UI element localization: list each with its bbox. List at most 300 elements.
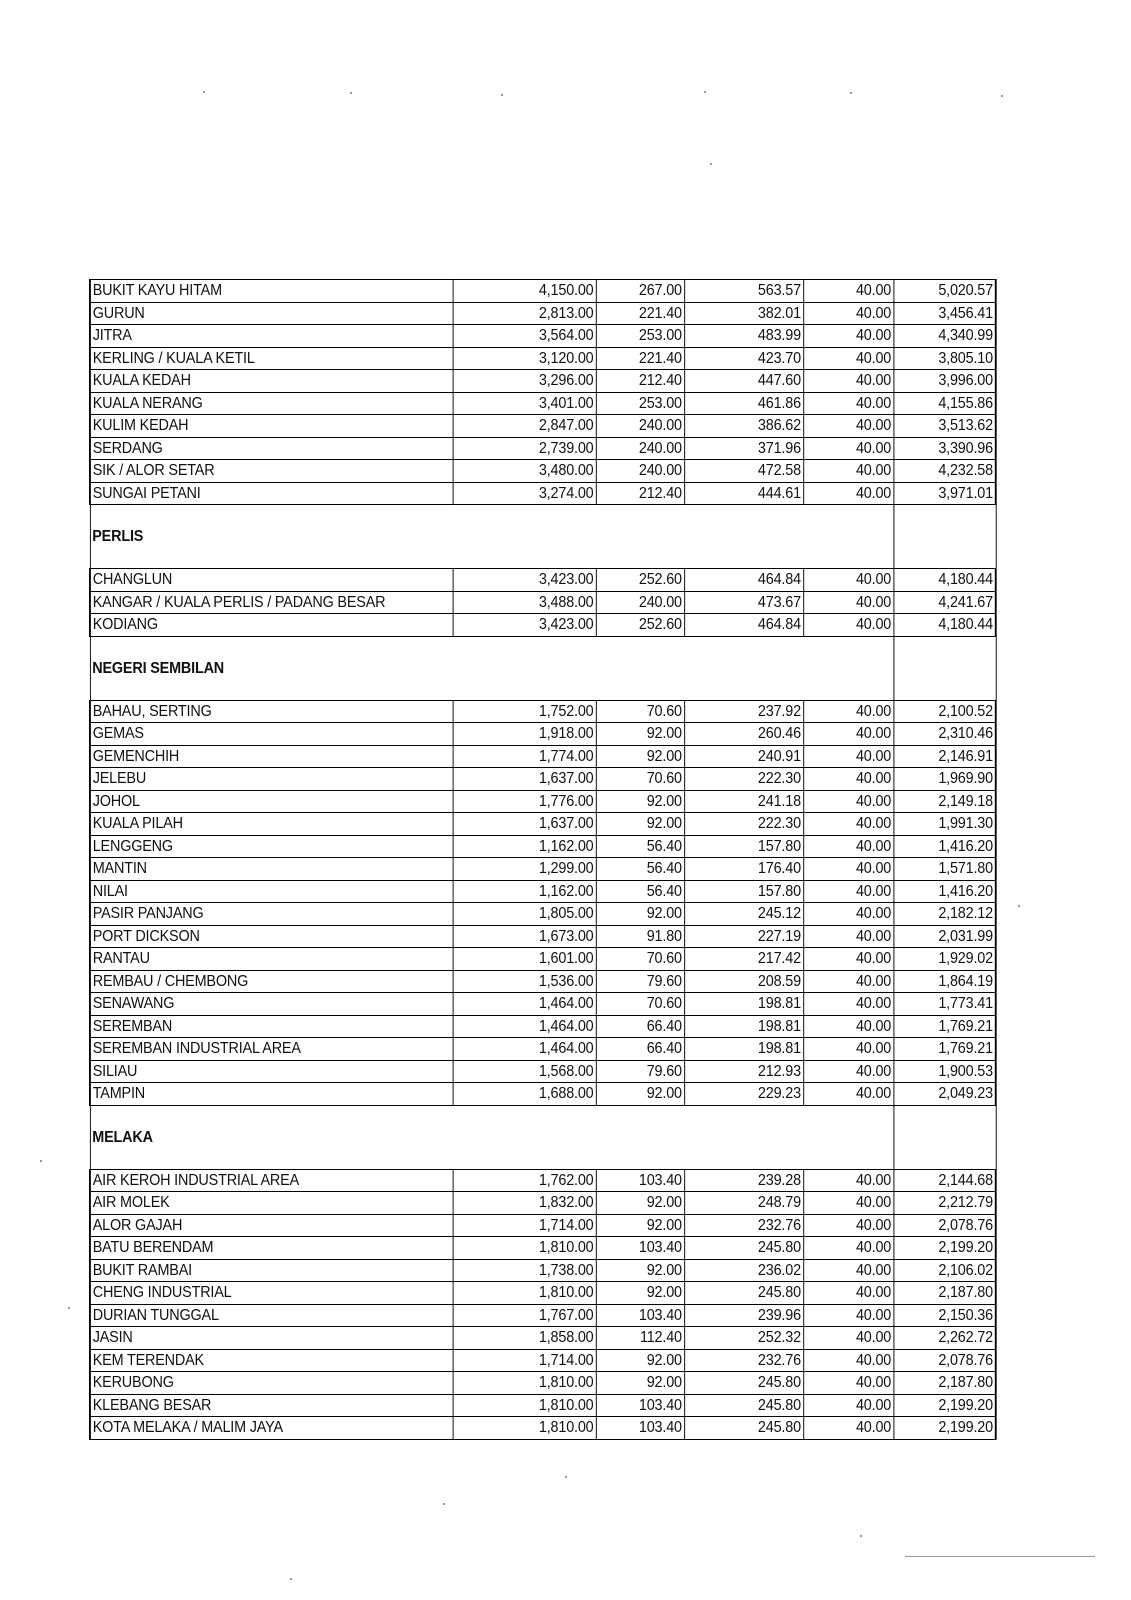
value-cell-2: 103.40 <box>596 1417 684 1440</box>
scan-speck <box>350 92 352 94</box>
value-cell-2: 240.00 <box>596 460 684 483</box>
value-cell-4: 40.00 <box>803 392 893 415</box>
table-row <box>90 302 996 325</box>
location-cell: MANTIN <box>90 858 453 881</box>
table-row <box>90 1282 996 1305</box>
value-cell-3: 232.76 <box>684 1214 803 1237</box>
value-cell-2: 212.40 <box>596 482 684 505</box>
total-cell: 2,100.52 <box>893 700 995 723</box>
value-cell-4: 40.00 <box>803 903 893 926</box>
total-cell: 2,199.20 <box>893 1417 995 1440</box>
value-cell-1: 1,810.00 <box>453 1372 596 1395</box>
location-cell: SIK / ALOR SETAR <box>90 460 453 483</box>
value-cell-4: 40.00 <box>803 302 893 325</box>
total-cell: 1,769.21 <box>893 1015 995 1038</box>
value-cell-2: 212.40 <box>596 370 684 393</box>
value-cell-4: 40.00 <box>803 614 893 637</box>
value-cell-2: 92.00 <box>596 1372 684 1395</box>
value-cell-2: 70.60 <box>596 948 684 971</box>
value-cell-3: 563.57 <box>684 280 803 303</box>
location-cell: DURIAN TUNGGAL <box>90 1304 453 1327</box>
total-cell: 1,969.90 <box>893 768 995 791</box>
total-cell: 2,049.23 <box>893 1083 995 1106</box>
table-row <box>90 370 996 393</box>
total-cell: 5,020.57 <box>893 280 995 303</box>
value-cell-2: 267.00 <box>596 280 684 303</box>
total-cell: 4,180.44 <box>893 569 995 592</box>
value-cell-4: 40.00 <box>803 813 893 836</box>
value-cell-4: 40.00 <box>803 1192 893 1215</box>
value-cell-1: 1,810.00 <box>453 1282 596 1305</box>
table-row <box>90 903 996 926</box>
scan-speck <box>40 1160 42 1162</box>
value-cell-4: 40.00 <box>803 1259 893 1282</box>
value-cell-4: 40.00 <box>803 347 893 370</box>
location-cell: KUALA NERANG <box>90 392 453 415</box>
table-row <box>90 768 996 791</box>
scan-speck <box>290 1578 292 1580</box>
value-cell-3: 248.79 <box>684 1192 803 1215</box>
value-cell-4: 40.00 <box>803 1304 893 1327</box>
value-cell-1: 1,776.00 <box>453 790 596 813</box>
value-cell-3: 232.76 <box>684 1349 803 1372</box>
value-cell-1: 1,805.00 <box>453 903 596 926</box>
value-cell-3: 157.80 <box>684 880 803 903</box>
value-cell-1: 3,274.00 <box>453 482 596 505</box>
location-cell: GURUN <box>90 302 453 325</box>
table-row <box>90 925 996 948</box>
location-cell: JITRA <box>90 325 453 348</box>
value-cell-3: 229.23 <box>684 1083 803 1106</box>
value-cell-2: 79.60 <box>596 1060 684 1083</box>
value-cell-1: 1,637.00 <box>453 768 596 791</box>
value-cell-3: 217.42 <box>684 948 803 971</box>
total-cell: 1,991.30 <box>893 813 995 836</box>
value-cell-1: 1,738.00 <box>453 1259 596 1282</box>
total-cell: 1,864.19 <box>893 970 995 993</box>
total-cell: 2,199.20 <box>893 1394 995 1417</box>
value-cell-1: 1,464.00 <box>453 993 596 1016</box>
total-cell: 1,929.02 <box>893 948 995 971</box>
value-cell-1: 1,568.00 <box>453 1060 596 1083</box>
scan-speck <box>1001 95 1003 97</box>
scan-speck <box>443 1503 445 1505</box>
value-cell-4: 40.00 <box>803 993 893 1016</box>
value-cell-1: 1,464.00 <box>453 1038 596 1061</box>
table-row <box>90 948 996 971</box>
value-cell-2: 92.00 <box>596 1282 684 1305</box>
value-cell-1: 3,401.00 <box>453 392 596 415</box>
value-cell-1: 2,813.00 <box>453 302 596 325</box>
value-cell-3: 245.80 <box>684 1394 803 1417</box>
table-row <box>90 745 996 768</box>
value-cell-3: 245.80 <box>684 1417 803 1440</box>
location-cell: BUKIT RAMBAI <box>90 1259 453 1282</box>
total-cell: 2,212.79 <box>893 1192 995 1215</box>
table-row <box>90 880 996 903</box>
total-cell: 2,106.02 <box>893 1259 995 1282</box>
value-cell-1: 1,637.00 <box>453 813 596 836</box>
value-cell-2: 103.40 <box>596 1169 684 1192</box>
total-cell: 2,078.76 <box>893 1349 995 1372</box>
value-cell-3: 386.62 <box>684 415 803 438</box>
total-cell: 2,187.80 <box>893 1372 995 1395</box>
table-row <box>90 1349 996 1372</box>
value-cell-3: 472.58 <box>684 460 803 483</box>
value-cell-2: 70.60 <box>596 700 684 723</box>
value-cell-1: 1,688.00 <box>453 1083 596 1106</box>
value-cell-1: 1,767.00 <box>453 1304 596 1327</box>
table-row <box>90 1237 996 1260</box>
value-cell-4: 40.00 <box>803 790 893 813</box>
value-cell-4: 40.00 <box>803 970 893 993</box>
total-cell: 4,155.86 <box>893 392 995 415</box>
value-cell-4: 40.00 <box>803 1083 893 1106</box>
table-row <box>90 970 996 993</box>
total-cell: 2,150.36 <box>893 1304 995 1327</box>
value-cell-2: 92.00 <box>596 745 684 768</box>
table-row <box>90 325 996 348</box>
total-cell: 4,340.99 <box>893 325 995 348</box>
total-cell: 1,416.20 <box>893 880 995 903</box>
value-cell-2: 221.40 <box>596 302 684 325</box>
value-cell-3: 464.84 <box>684 614 803 637</box>
total-cell: 2,144.68 <box>893 1169 995 1192</box>
value-cell-4: 40.00 <box>803 948 893 971</box>
table-row <box>90 858 996 881</box>
value-cell-1: 1,162.00 <box>453 835 596 858</box>
value-cell-4: 40.00 <box>803 569 893 592</box>
value-cell-1: 4,150.00 <box>453 280 596 303</box>
value-cell-3: 464.84 <box>684 569 803 592</box>
value-cell-2: 252.60 <box>596 614 684 637</box>
value-cell-4: 40.00 <box>803 280 893 303</box>
table-row <box>90 723 996 746</box>
location-cell: KERLING / KUALA KETIL <box>90 347 453 370</box>
value-cell-2: 103.40 <box>596 1304 684 1327</box>
value-cell-4: 40.00 <box>803 723 893 746</box>
value-cell-4: 40.00 <box>803 1327 893 1350</box>
total-cell: 1,900.53 <box>893 1060 995 1083</box>
total-cell: 2,146.91 <box>893 745 995 768</box>
value-cell-3: 245.80 <box>684 1237 803 1260</box>
total-cell: 2,199.20 <box>893 1237 995 1260</box>
section-title: PERLIS <box>90 505 894 569</box>
location-cell: KANGAR / KUALA PERLIS / PADANG BESAR <box>90 591 453 614</box>
value-cell-4: 40.00 <box>803 858 893 881</box>
table-row <box>90 1214 996 1237</box>
value-cell-1: 3,564.00 <box>453 325 596 348</box>
value-cell-1: 1,464.00 <box>453 1015 596 1038</box>
value-cell-3: 382.01 <box>684 302 803 325</box>
value-cell-3: 239.28 <box>684 1169 803 1192</box>
value-cell-2: 92.00 <box>596 1259 684 1282</box>
scan-speck <box>501 94 503 96</box>
value-cell-1: 3,423.00 <box>453 569 596 592</box>
location-cell: BATU BERENDAM <box>90 1237 453 1260</box>
value-cell-1: 2,847.00 <box>453 415 596 438</box>
value-cell-4: 40.00 <box>803 700 893 723</box>
value-cell-4: 40.00 <box>803 1394 893 1417</box>
value-cell-4: 40.00 <box>803 460 893 483</box>
value-cell-3: 198.81 <box>684 993 803 1016</box>
value-cell-4: 40.00 <box>803 835 893 858</box>
value-cell-2: 92.00 <box>596 813 684 836</box>
location-cell: KEM TERENDAK <box>90 1349 453 1372</box>
scan-speck <box>850 92 852 94</box>
location-cell: TAMPIN <box>90 1083 453 1106</box>
location-cell: NILAI <box>90 880 453 903</box>
location-cell: KLEBANG BESAR <box>90 1394 453 1417</box>
location-cell: SEREMBAN <box>90 1015 453 1038</box>
table-row <box>90 1304 996 1327</box>
value-cell-4: 40.00 <box>803 1214 893 1237</box>
location-cell: KERUBONG <box>90 1372 453 1395</box>
value-cell-3: 208.59 <box>684 970 803 993</box>
table-row <box>90 1083 996 1106</box>
value-cell-3: 227.19 <box>684 925 803 948</box>
table-row <box>90 1169 996 1192</box>
value-cell-4: 40.00 <box>803 1349 893 1372</box>
value-cell-3: 157.80 <box>684 835 803 858</box>
location-cell: GEMAS <box>90 723 453 746</box>
total-cell: 3,971.01 <box>893 482 995 505</box>
value-cell-4: 40.00 <box>803 437 893 460</box>
location-cell: SUNGAI PETANI <box>90 482 453 505</box>
value-cell-2: 103.40 <box>596 1394 684 1417</box>
value-cell-3: 236.02 <box>684 1259 803 1282</box>
total-cell: 3,996.00 <box>893 370 995 393</box>
table-row <box>90 1192 996 1215</box>
value-cell-2: 92.00 <box>596 1083 684 1106</box>
value-cell-3: 447.60 <box>684 370 803 393</box>
value-cell-1: 1,536.00 <box>453 970 596 993</box>
total-cell: 2,078.76 <box>893 1214 995 1237</box>
value-cell-2: 70.60 <box>596 768 684 791</box>
scan-speck <box>860 1535 862 1537</box>
value-cell-2: 112.40 <box>596 1327 684 1350</box>
section-header-row <box>90 636 996 700</box>
value-cell-4: 40.00 <box>803 768 893 791</box>
value-cell-3: 245.80 <box>684 1372 803 1395</box>
value-cell-2: 70.60 <box>596 993 684 1016</box>
section-header-row <box>90 1105 996 1169</box>
table-row <box>90 1417 996 1440</box>
value-cell-4: 40.00 <box>803 1038 893 1061</box>
table-row <box>90 1327 996 1350</box>
value-cell-2: 56.40 <box>596 858 684 881</box>
value-cell-1: 1,918.00 <box>453 723 596 746</box>
value-cell-2: 92.00 <box>596 1192 684 1215</box>
value-cell-3: 237.92 <box>684 700 803 723</box>
value-cell-1: 1,162.00 <box>453 880 596 903</box>
value-cell-3: 483.99 <box>684 325 803 348</box>
value-cell-4: 40.00 <box>803 1169 893 1192</box>
value-cell-4: 40.00 <box>803 1282 893 1305</box>
value-cell-3: 198.81 <box>684 1038 803 1061</box>
value-cell-3: 371.96 <box>684 437 803 460</box>
value-cell-3: 444.61 <box>684 482 803 505</box>
total-cell: 2,182.12 <box>893 903 995 926</box>
location-cell: KUALA KEDAH <box>90 370 453 393</box>
value-cell-1: 3,120.00 <box>453 347 596 370</box>
scan-speck <box>704 91 706 93</box>
location-cell: BAHAU, SERTING <box>90 700 453 723</box>
location-cell: JASIN <box>90 1327 453 1350</box>
location-cell: JOHOL <box>90 790 453 813</box>
table-row <box>90 392 996 415</box>
value-cell-1: 1,762.00 <box>453 1169 596 1192</box>
value-cell-4: 40.00 <box>803 1417 893 1440</box>
total-cell: 2,310.46 <box>893 723 995 746</box>
value-cell-1: 1,714.00 <box>453 1214 596 1237</box>
value-cell-4: 40.00 <box>803 370 893 393</box>
value-cell-3: 240.91 <box>684 745 803 768</box>
total-cell: 3,805.10 <box>893 347 995 370</box>
value-cell-3: 473.67 <box>684 591 803 614</box>
value-cell-4: 40.00 <box>803 591 893 614</box>
value-cell-1: 1,832.00 <box>453 1192 596 1215</box>
value-cell-4: 40.00 <box>803 1060 893 1083</box>
value-cell-1: 3,480.00 <box>453 460 596 483</box>
value-cell-3: 252.32 <box>684 1327 803 1350</box>
table-row <box>90 569 996 592</box>
total-cell: 1,571.80 <box>893 858 995 881</box>
total-cell: 2,031.99 <box>893 925 995 948</box>
value-cell-3: 241.18 <box>684 790 803 813</box>
location-cell: BUKIT KAYU HITAM <box>90 280 453 303</box>
value-cell-3: 423.70 <box>684 347 803 370</box>
value-cell-2: 253.00 <box>596 392 684 415</box>
value-cell-1: 3,488.00 <box>453 591 596 614</box>
table-row <box>90 482 996 505</box>
section-blank-cell <box>893 1105 995 1169</box>
value-cell-3: 222.30 <box>684 813 803 836</box>
value-cell-1: 3,296.00 <box>453 370 596 393</box>
value-cell-2: 92.00 <box>596 1349 684 1372</box>
location-cell: REMBAU / CHEMBONG <box>90 970 453 993</box>
value-cell-3: 176.40 <box>684 858 803 881</box>
rate-table-body <box>90 280 996 1440</box>
table-row <box>90 460 996 483</box>
table-row <box>90 437 996 460</box>
table-row <box>90 1372 996 1395</box>
value-cell-1: 1,810.00 <box>453 1394 596 1417</box>
value-cell-3: 212.93 <box>684 1060 803 1083</box>
value-cell-2: 56.40 <box>596 835 684 858</box>
location-cell: KULIM KEDAH <box>90 415 453 438</box>
table-row <box>90 415 996 438</box>
scan-speck <box>1018 905 1020 907</box>
table-row <box>90 993 996 1016</box>
value-cell-2: 221.40 <box>596 347 684 370</box>
section-title: NEGERI SEMBILAN <box>90 636 894 700</box>
location-cell: SEREMBAN INDUSTRIAL AREA <box>90 1038 453 1061</box>
total-cell: 3,513.62 <box>893 415 995 438</box>
scan-speck <box>68 1307 70 1309</box>
location-cell: CHENG INDUSTRIAL <box>90 1282 453 1305</box>
table-row <box>90 700 996 723</box>
value-cell-1: 2,739.00 <box>453 437 596 460</box>
value-cell-4: 40.00 <box>803 482 893 505</box>
table-row <box>90 280 996 303</box>
value-cell-1: 1,673.00 <box>453 925 596 948</box>
value-cell-2: 253.00 <box>596 325 684 348</box>
table-row <box>90 591 996 614</box>
scan-speck <box>203 91 205 93</box>
value-cell-4: 40.00 <box>803 1372 893 1395</box>
value-cell-2: 240.00 <box>596 437 684 460</box>
total-cell: 1,769.21 <box>893 1038 995 1061</box>
location-cell: ALOR GAJAH <box>90 1214 453 1237</box>
value-cell-1: 3,423.00 <box>453 614 596 637</box>
value-cell-2: 66.40 <box>596 1038 684 1061</box>
location-cell: SERDANG <box>90 437 453 460</box>
value-cell-2: 103.40 <box>596 1237 684 1260</box>
table-row <box>90 1015 996 1038</box>
section-title: MELAKA <box>90 1105 894 1169</box>
section-blank-cell <box>893 505 995 569</box>
location-cell: AIR KEROH INDUSTRIAL AREA <box>90 1169 453 1192</box>
value-cell-4: 40.00 <box>803 880 893 903</box>
value-cell-1: 1,858.00 <box>453 1327 596 1350</box>
table-row <box>90 614 996 637</box>
value-cell-3: 198.81 <box>684 1015 803 1038</box>
total-cell: 1,773.41 <box>893 993 995 1016</box>
table-row <box>90 790 996 813</box>
scan-line <box>905 1556 1095 1557</box>
location-cell: PORT DICKSON <box>90 925 453 948</box>
value-cell-2: 92.00 <box>596 1214 684 1237</box>
value-cell-4: 40.00 <box>803 1237 893 1260</box>
value-cell-3: 239.96 <box>684 1304 803 1327</box>
location-cell: LENGGENG <box>90 835 453 858</box>
value-cell-1: 1,752.00 <box>453 700 596 723</box>
location-cell: RANTAU <box>90 948 453 971</box>
total-cell: 3,390.96 <box>893 437 995 460</box>
rate-table <box>89 279 997 1440</box>
value-cell-2: 240.00 <box>596 591 684 614</box>
value-cell-4: 40.00 <box>803 745 893 768</box>
location-cell: SILIAU <box>90 1060 453 1083</box>
scan-speck <box>565 1476 567 1478</box>
location-cell: SENAWANG <box>90 993 453 1016</box>
value-cell-3: 222.30 <box>684 768 803 791</box>
total-cell: 1,416.20 <box>893 835 995 858</box>
location-cell: KOTA MELAKA / MALIM JAYA <box>90 1417 453 1440</box>
value-cell-1: 1,714.00 <box>453 1349 596 1372</box>
total-cell: 3,456.41 <box>893 302 995 325</box>
value-cell-2: 91.80 <box>596 925 684 948</box>
location-cell: PASIR PANJANG <box>90 903 453 926</box>
value-cell-1: 1,774.00 <box>453 745 596 768</box>
scan-speck <box>710 163 712 165</box>
table-row <box>90 347 996 370</box>
table-row <box>90 1038 996 1061</box>
value-cell-1: 1,810.00 <box>453 1237 596 1260</box>
location-cell: JELEBU <box>90 768 453 791</box>
location-cell: AIR MOLEK <box>90 1192 453 1215</box>
total-cell: 4,241.67 <box>893 591 995 614</box>
value-cell-2: 92.00 <box>596 903 684 926</box>
value-cell-1: 1,601.00 <box>453 948 596 971</box>
value-cell-2: 92.00 <box>596 790 684 813</box>
location-cell: KUALA PILAH <box>90 813 453 836</box>
value-cell-3: 245.80 <box>684 1282 803 1305</box>
total-cell: 4,232.58 <box>893 460 995 483</box>
location-cell: CHANGLUN <box>90 569 453 592</box>
table-row <box>90 1394 996 1417</box>
